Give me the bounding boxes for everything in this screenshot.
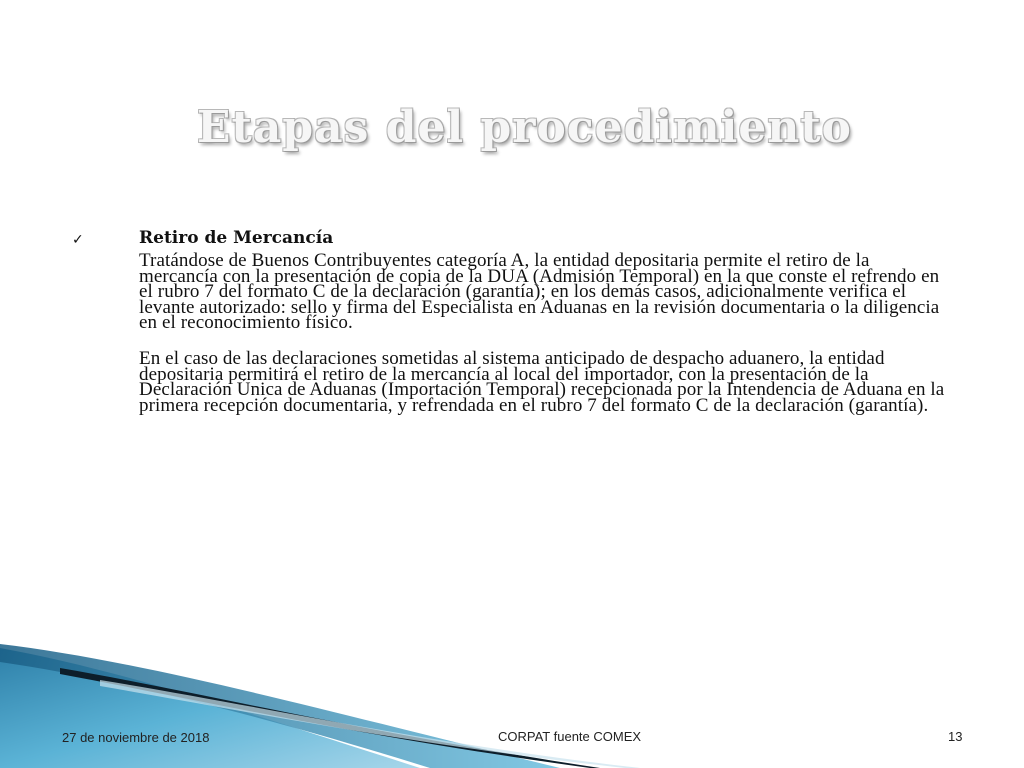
footer-wave-decoration <box>0 640 1024 768</box>
paragraph-1: Tratándose de Buenos Contribuyentes categoría A, la entidad depositaria permite el retiro de la mercancía con la presentación de copia de la DUA (Admisión Temporal) en la que conste el refrendo en el rubro 7 del formato C de la declaración (garantía); en los demás casos, adicionalmente verifica el levante autorizado: sello y firma del Especialista en Aduanas en la revisión documentaria o la diligencia en el reconocimiento físico. <box>139 250 940 334</box>
footer-center-text: CORPAT fuente COMEX <box>498 729 642 744</box>
slide-title: Etapas del procedimiento <box>197 102 853 153</box>
footer-date: 27 de noviembre de 2018 <box>62 730 210 745</box>
bullet-heading: Retiro de Mercancía <box>139 228 334 248</box>
checkmark-bullet-icon: ✓ <box>72 232 84 248</box>
page-number: 13 <box>948 729 963 744</box>
paragraph-2: En el caso de las declaraciones sometidas al sistema anticipado de despacho aduanero, la entidad depositaria permitirá el retiro de la mercancía al local del importador, con la presentación de la Declaración Única de Aduanas (Importación Temporal) recepcionada por la Intendencia de Aduana en la primera recepción documentaria, y refrendada en el rubro 7 del formato C de la declaración (garantía). <box>139 348 945 416</box>
